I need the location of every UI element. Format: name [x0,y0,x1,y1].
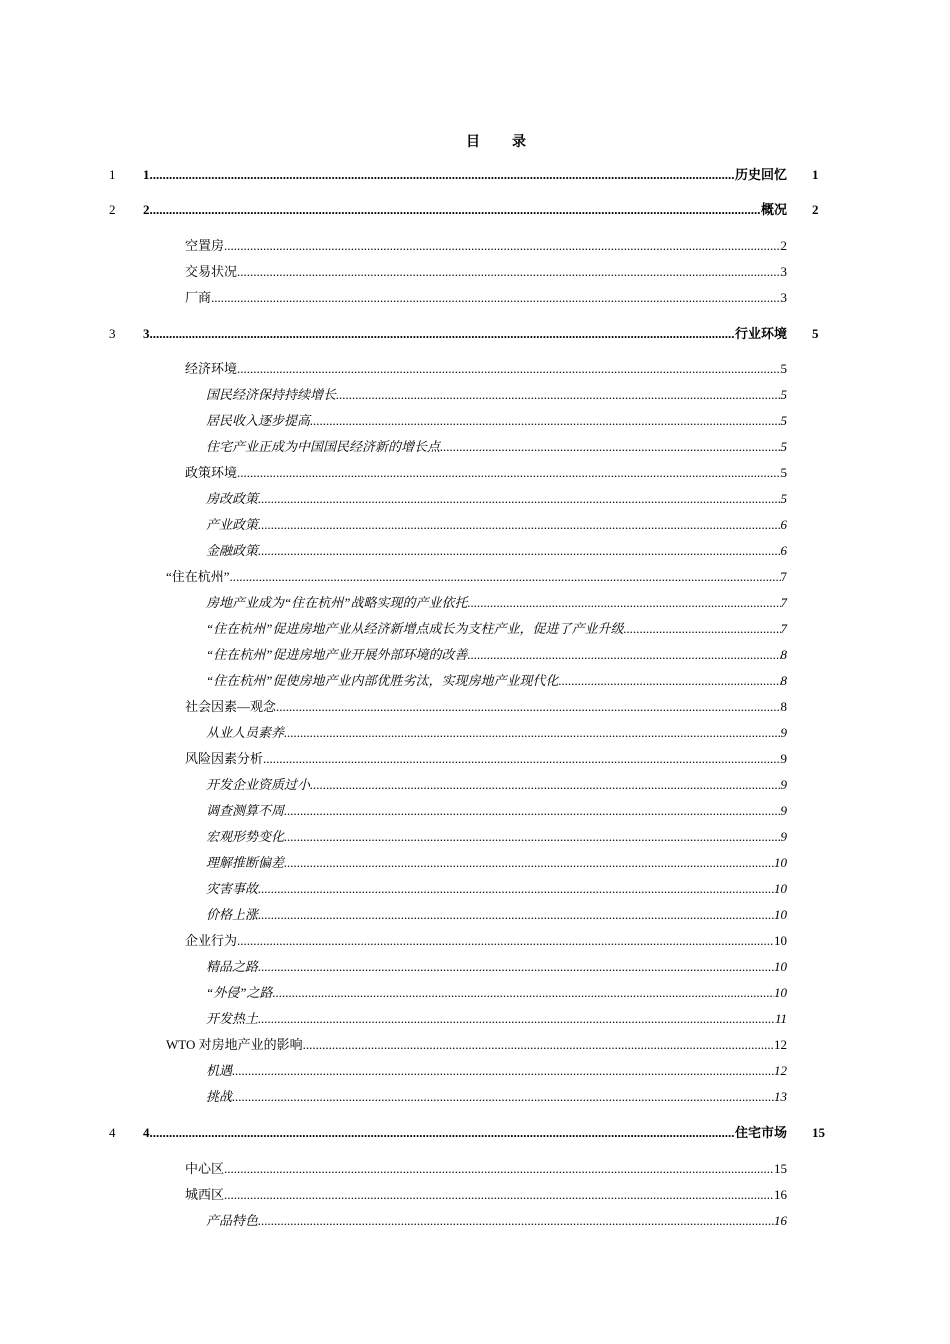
entry-title: 产品特色 [206,1213,259,1228]
entry-title: 机遇 [206,1063,233,1078]
toc-entry[interactable] [185,237,787,255]
entry-page: 10 [774,959,787,974]
leader-dots [467,594,780,612]
toc-entry[interactable] [206,1088,787,1106]
toc-entry[interactable] [206,594,787,612]
toc-entry[interactable] [166,568,787,586]
entry-page: 5 [780,387,787,402]
toc-entry[interactable] [185,360,787,378]
toc-entry[interactable] [206,490,787,508]
entry-page: 5 [780,361,787,376]
chapter-label: 1 [143,167,150,182]
toc-entry[interactable] [206,880,787,898]
entry-page: 9 [780,803,787,818]
entry-title: 城西区 [185,1187,225,1202]
entry-page: 5 [780,413,787,428]
chapter-number: 2 [109,202,116,217]
entry-title: 厂商 [185,290,212,305]
toc-entry[interactable] [206,1062,787,1080]
leader-dots [237,932,774,950]
leader-dots [440,438,780,456]
chapter-title: 住宅市场 [734,1125,787,1140]
leader-dots [224,1186,774,1204]
entry-page: 10 [774,933,787,948]
entry-page: 5 [780,491,787,506]
toc-entry[interactable] [185,464,787,482]
entry-page: 16 [774,1213,787,1228]
chapter-label: 3 [143,326,150,341]
leader-dots [272,984,774,1002]
entry-page: 10 [774,881,787,896]
entry-title: WTO 对房地产业的影响 [166,1037,303,1052]
toc-entry[interactable] [185,698,787,716]
entry-title: 企业行为 [185,933,238,948]
toc-entry[interactable] [185,750,787,768]
chapter-number: 4 [109,1125,116,1140]
toc-entry[interactable] [206,1010,787,1028]
entry-title: 交易状况 [185,264,238,279]
entry-page: 8 [780,699,787,714]
entry-page: 10 [774,907,787,922]
toc-chapter-3[interactable] [143,325,787,343]
toc-entry[interactable] [206,672,787,690]
toc-entry[interactable] [206,776,787,794]
toc-entry[interactable] [206,1212,787,1230]
entry-page: 9 [780,751,787,766]
toc-entry[interactable] [185,1160,787,1178]
entry-page: 13 [774,1089,787,1104]
leader-dots [310,412,780,430]
chapter-page: 15 [812,1125,825,1140]
entry-page: 12 [774,1037,787,1052]
entry-title: 房地产业成为“住在杭州”战略实现的产业依托 [206,595,468,610]
chapter-label: 4 [143,1125,150,1140]
toc-entry[interactable] [206,724,787,742]
toc-title [0,131,950,151]
leader-dots [284,854,774,872]
entry-title: 金融政策 [206,543,259,558]
chapter-page: 5 [812,326,819,341]
leader-dots [258,880,774,898]
toc-entry[interactable] [185,289,787,307]
entry-page: 6 [780,517,787,532]
leader-dots [230,568,781,586]
entry-title: 中心区 [185,1161,225,1176]
leader-dots [237,360,780,378]
toc-entry[interactable] [206,646,787,664]
toc-entry[interactable] [206,620,787,638]
entry-page: 9 [780,829,787,844]
entry-title: “住在杭州”促进房地产业从经济新增点成长为支柱产业，促进了产业升级 [206,621,624,636]
toc-entry[interactable] [206,438,787,456]
toc-entry[interactable] [206,542,787,560]
leader-dots [150,325,735,343]
entry-title: “住在杭州” [166,569,230,584]
leader-dots [276,698,780,716]
leader-dots [232,1088,774,1106]
leader-dots [284,724,780,742]
leader-dots [258,1010,775,1028]
entry-title: 从业人员素养 [206,725,285,740]
leader-dots [150,166,735,184]
toc-entry[interactable] [166,1036,787,1054]
entry-title: 灾害事故 [206,881,259,896]
toc-entry[interactable] [206,828,787,846]
leader-dots [258,1212,774,1230]
entry-page: 6 [780,543,787,558]
entry-page: 12 [774,1063,787,1078]
chapter-label: 2 [143,202,150,217]
leader-dots [258,490,780,508]
leader-dots [224,237,780,255]
entry-title: 开发热土 [206,1011,259,1026]
toc-entry[interactable] [185,932,787,950]
leader-dots [258,542,780,560]
entry-title: “住在杭州”促使房地产业内部优胜劣汰，实现房地产业现代化 [206,673,559,688]
toc-entry[interactable] [206,516,787,534]
entry-title: “外侵”之路 [206,985,273,1000]
entry-title: 房改政策 [206,491,259,506]
entry-title: 调查测算不周 [206,803,285,818]
leader-dots [336,386,780,404]
toc-entry[interactable] [206,958,787,976]
toc-entry[interactable] [206,386,787,404]
chapter-number: 3 [109,326,116,341]
entry-title: 社会因素—观念 [185,699,277,714]
entry-page: 7 [780,621,787,636]
entry-title: 居民收入逐步提高 [206,413,311,428]
entry-title: “住在杭州”促进房地产业开展外部环境的改善 [206,647,468,662]
leader-dots [211,289,780,307]
entry-title: 精品之路 [206,959,259,974]
entry-title: 政策环境 [185,465,238,480]
toc-entry[interactable] [185,263,787,281]
entry-title: 价格上涨 [206,907,259,922]
entry-page: 15 [774,1161,787,1176]
chapter-page: 1 [812,167,819,182]
leader-dots [467,646,780,664]
entry-title: 空置房 [185,238,225,253]
toc-title-right: 录 [512,135,528,150]
toc-entry[interactable] [206,412,787,430]
leader-dots [150,201,761,219]
leader-dots [258,516,780,534]
entry-page: 3 [780,290,787,305]
chapter-number: 1 [109,167,116,182]
toc-entry[interactable] [206,854,787,872]
entry-page: 8 [780,673,787,688]
entry-page: 7 [780,595,787,610]
leader-dots [232,1062,774,1080]
entry-page: 9 [780,725,787,740]
entry-title: 产业政策 [206,517,259,532]
entry-page: 16 [774,1187,787,1202]
leader-dots [284,828,780,846]
leader-dots [258,958,774,976]
entry-title: 国民经济保持持续增长 [206,387,337,402]
leader-dots [258,906,774,924]
entry-page: 8 [780,647,787,662]
toc-entry[interactable] [206,906,787,924]
leader-dots [150,1124,735,1142]
entry-page: 9 [780,777,787,792]
entry-page: 10 [774,985,787,1000]
leader-dots [224,1160,774,1178]
entry-title: 宏观形势变化 [206,829,285,844]
toc-entry[interactable] [206,802,787,820]
entry-title: 开发企业资质过小 [206,777,311,792]
chapter-title: 历史回忆 [734,167,787,182]
entry-page: 11 [774,1011,787,1026]
entry-page: 5 [780,465,787,480]
leader-dots [237,263,780,281]
leader-dots [303,1036,774,1054]
toc-title-left: 目 [466,135,482,150]
entry-title: 经济环境 [185,361,238,376]
chapter-page: 2 [812,202,819,217]
toc-entry[interactable] [185,1186,787,1204]
entry-page: 7 [780,569,787,584]
entry-page: 2 [780,238,787,253]
entry-title: 挑战 [206,1089,233,1104]
entry-page: 3 [780,264,787,279]
entry-page: 5 [780,439,787,454]
leader-dots [237,464,780,482]
leader-dots [558,672,780,690]
chapter-title: 概况 [760,202,787,217]
leader-dots [284,802,780,820]
toc-chapter-2[interactable] [143,201,787,219]
entry-title: 住宅产业正成为中国国民经济新的增长点 [206,439,441,454]
leader-dots [263,750,780,768]
entry-page: 10 [774,855,787,870]
toc-chapter-1[interactable] [143,166,787,184]
leader-dots [623,620,780,638]
leader-dots [310,776,780,794]
entry-title: 理解推断偏差 [206,855,285,870]
toc-chapter-4[interactable] [143,1124,787,1142]
entry-title: 风险因素分析 [185,751,264,766]
toc-entry[interactable] [206,984,787,1002]
chapter-title: 行业环境 [734,326,787,341]
